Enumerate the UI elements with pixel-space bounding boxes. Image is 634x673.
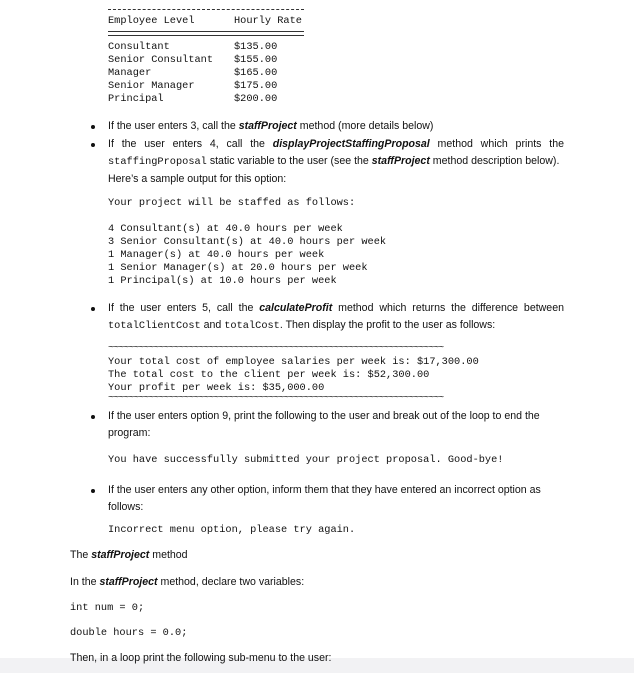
rate-row-level: Principal	[108, 93, 164, 105]
staffing-output-line: 1 Principal(s) at 10.0 hours per week	[108, 275, 337, 287]
rate-row-level: Consultant	[108, 41, 170, 53]
incorrect-option-output: Incorrect menu option, please try again.	[108, 524, 356, 536]
staffing-output-line: 1 Manager(s) at 40.0 hours per week	[108, 249, 325, 261]
bullet-option-5: If the user enters 5, call the calculateProfit method which returns the difference between totalClientCost and totalCost. Then display the profit to the user as follows:	[108, 302, 564, 332]
bullet-icon	[91, 143, 95, 147]
section-final-text: Then, in a loop print the following sub-menu to the user:	[70, 652, 332, 664]
staffing-output-line: 1 Senior Manager(s) at 20.0 hours per week	[108, 262, 368, 274]
section-heading: The staffProject method	[70, 549, 188, 561]
code-declaration-hours: double hours = 0.0;	[70, 627, 188, 639]
bullet-icon	[91, 307, 95, 311]
rate-row-level: Senior Consultant	[108, 54, 214, 66]
rate-row-level: Senior Manager	[108, 80, 195, 92]
staffing-output-line: 4 Consultant(s) at 40.0 hours per week	[108, 223, 343, 235]
rate-row-rate: $155.00	[234, 54, 278, 66]
rate-row-rate: $135.00	[234, 41, 278, 53]
bullet-option-3: If the user enters 3, call the staffProject method (more details below)	[108, 120, 434, 132]
bullet-option-9: If the user enters option 9, print the following to the user and break out of the loop to end the program:	[108, 410, 540, 439]
bullet-icon	[91, 415, 95, 419]
table-header-rule	[108, 31, 304, 36]
bullet-option-4: If the user enters 4, call the displayProjectStaffingProposal method which prints the staffingProposal static variable to the user (see the staffProject method description below). Here’s a sample output for this option:	[108, 138, 564, 185]
rate-table-header-rate: Hourly Rate	[234, 15, 302, 27]
profit-output-bottom-rule: ~~~~~~~~~~~~~~~~~~~~~~~~~~~~~~~~~~~~~~~~~~~~~~~~~~~~~~~~~~~~~~~~~~~	[108, 395, 444, 403]
table-top-rule	[108, 9, 304, 10]
goodbye-output: You have successfully submitted your project proposal. Good-bye!	[108, 454, 504, 466]
rate-row-rate: $175.00	[234, 80, 278, 92]
bullet-icon	[91, 489, 95, 493]
code-declaration-num: int num = 0;	[70, 602, 145, 614]
profit-output-top-rule: ~~~~~~~~~~~~~~~~~~~~~~~~~~~~~~~~~~~~~~~~~~~~~~~~~~~~~~~~~~~~~~~~~~~	[108, 345, 444, 353]
bullet-icon	[91, 125, 95, 129]
profit-output-line: The total cost to the client per week is: $52,300.00	[108, 369, 430, 381]
staffing-output-title: Your project will be staffed as follows:	[108, 197, 356, 209]
profit-output-line: Your profit per week is: $35,000.00	[108, 382, 325, 394]
section-intro: In the staffProject method, declare two variables:	[70, 576, 305, 588]
rate-row-rate: $165.00	[234, 67, 278, 79]
bullet-option-other: If the user enters any other option, inform them that they have entered an incorrect option as follows:	[108, 484, 541, 513]
rate-row-level: Manager	[108, 67, 152, 79]
profit-output-line: Your total cost of employee salaries per week is: $17,300.00	[108, 356, 479, 368]
rate-row-rate: $200.00	[234, 93, 278, 105]
rate-table-header-level: Employee Level	[108, 15, 195, 27]
staffing-output-line: 3 Senior Consultant(s) at 40.0 hours per week	[108, 236, 387, 248]
